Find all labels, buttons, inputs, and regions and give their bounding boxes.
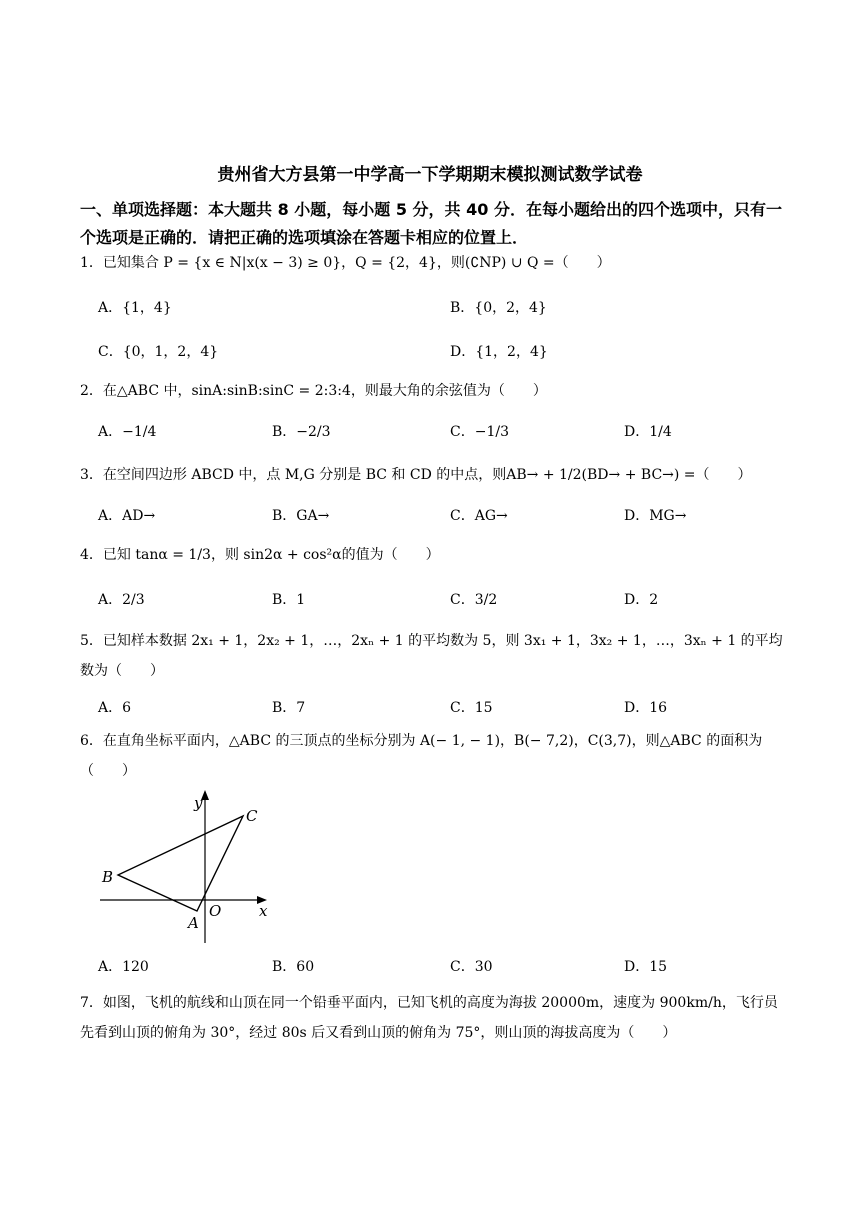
q6-option-d: D．15 <box>624 959 668 975</box>
q6-option-c: C．30 <box>450 959 493 975</box>
q3-option-d: D．MG→ <box>624 508 687 524</box>
q4-option-d: D．2 <box>624 592 659 608</box>
q6-option-a: A．120 <box>98 959 149 975</box>
x-label: x <box>259 902 268 920</box>
q2-option-d: D．1/4 <box>624 424 672 440</box>
q5-option-b: B．7 <box>272 700 306 716</box>
question-5: 5．已知样本数据 2x₁ + 1，2x₂ + 1，…，2xₙ + 1 的平均数为 5，则 3x₁ + 1，3x₂ + 1，…，3xₙ + 1 的平均数为（ ） <box>80 633 783 679</box>
q3-option-c: C．AG→ <box>450 508 508 524</box>
q5-option-c: C．15 <box>450 700 493 716</box>
q2-option-b: B．−2/3 <box>272 424 331 440</box>
triangle-figure <box>96 788 286 948</box>
q2-option-c: C．−1/3 <box>450 424 509 440</box>
point-b-label: B <box>102 868 114 886</box>
question-7: 7．如图，飞机的航线和山顶在同一个铅垂平面内，已知飞机的高度为海拔 20000m，速度为 900km/h，飞行员先看到山顶的俯角为 30°，经过 80s 后又看到山顶的俯角为 75°，则山顶的海拔高度为（ ） <box>80 995 778 1041</box>
y-label: y <box>194 794 203 812</box>
q2-option-a: A．−1/4 <box>98 424 157 440</box>
question-2: 2．在△ABC 中，sinA:sinB:sinC = 2:3:4，则最大角的余弦值为（ ） <box>80 383 547 399</box>
q4-option-a: A．2/3 <box>98 592 145 608</box>
q3-option-b: B．GA→ <box>272 508 330 524</box>
q5-option-a: A．6 <box>98 700 132 716</box>
q1-option-c: C．{0，1，2，4} <box>98 344 219 360</box>
q1-option-d: D．{1，2，4} <box>450 344 548 360</box>
q4-option-c: C．3/2 <box>450 592 498 608</box>
q1-option-b: B．{0，2，4} <box>450 300 547 316</box>
point-a-label: A <box>188 914 199 932</box>
q6-option-b: B．60 <box>272 959 315 975</box>
triangle-abc <box>118 816 243 911</box>
q1-option-a: A．{1，4} <box>98 300 172 316</box>
origin-label: O <box>209 902 222 920</box>
q5-option-d: D．16 <box>624 700 668 716</box>
point-c-label: C <box>246 807 258 825</box>
section-header: 一、单项选择题：本大题共 8 小题，每小题 5 分，共 40 分．在每小题给出的四个选项中，只有一个选项是正确的．请把正确的选项填涂在答题卡相应的位置上． <box>80 200 782 247</box>
exam-title: 贵州省大方县第一中学高一下学期期末模拟测试数学试卷 <box>217 165 643 185</box>
question-6: 6．在直角坐标平面内，△ABC 的三顶点的坐标分别为 A(− 1, − 1)，B(− 7,2)，C(3,7)，则△ABC 的面积为（ ） <box>80 733 763 779</box>
question-3: 3．在空间四边形 ABCD 中，点 M,G 分别是 BC 和 CD 的中点，则AB→ + 1/2(BD→ + BC→) =（ ） <box>80 467 752 483</box>
q3-option-a: A．AD→ <box>98 508 156 524</box>
question-4: 4．已知 tanα = 1/3，则 sin2α + cos²α的值为（ ） <box>80 547 440 563</box>
question-1: 1．已知集合 P = {x ∈ N|x(x − 3) ≥ 0}，Q = {2，4}，则(∁NP) ∪ Q =（ ） <box>80 255 611 271</box>
q4-option-b: B．1 <box>272 592 306 608</box>
